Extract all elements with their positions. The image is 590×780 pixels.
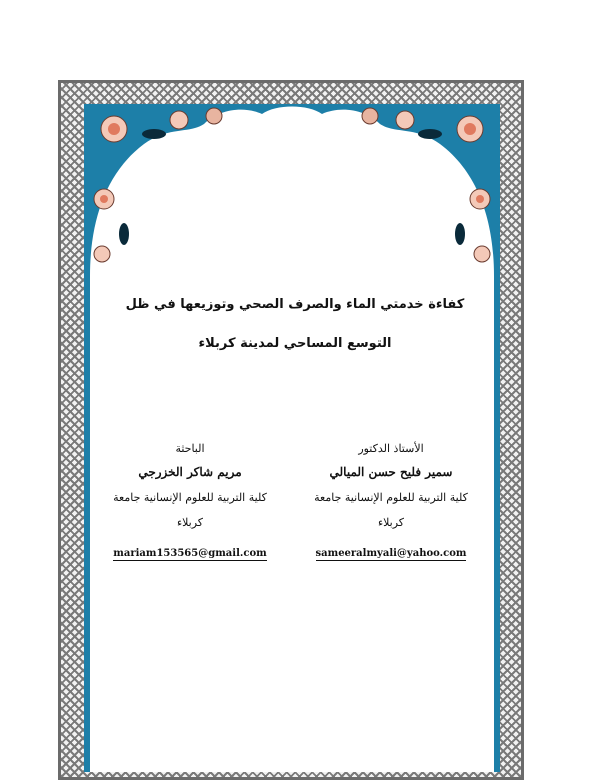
supervisor-affiliation-line2: كربلاء [377,516,405,529]
researcher-affiliation-line2: كربلاء [176,516,204,529]
floral-arch-ornament [84,104,500,284]
supervisor-affiliation-line1: كلية التربية للعلوم الإنسانية جامعة [314,491,468,504]
researcher-affiliation-line1: كلية التربية للعلوم الإنسانية جامعة [113,491,267,504]
title-line-1: كفاءة خدمتي الماء والصرف الصحي وتوزيعها في ظل [125,297,465,312]
researcher-name: مريم شاكر الخزرجي [138,465,242,479]
supervisor-email[interactable] [291,548,491,559]
supervisor-role: الأستاذ الدكتور [358,442,424,455]
researcher-email[interactable] [90,548,290,559]
supervisor-email-text[interactable]: sameeralmyali@yahoo.com [315,548,467,559]
supervisor-name: سمير فليح حسن الميالي [329,465,453,479]
researcher-role: الباحثة [175,442,205,455]
researcher-email-text[interactable]: mariam153565@gmail.com [113,548,267,559]
title-line-2: التوسع المساحي لمدينة كربلاء [198,336,392,351]
